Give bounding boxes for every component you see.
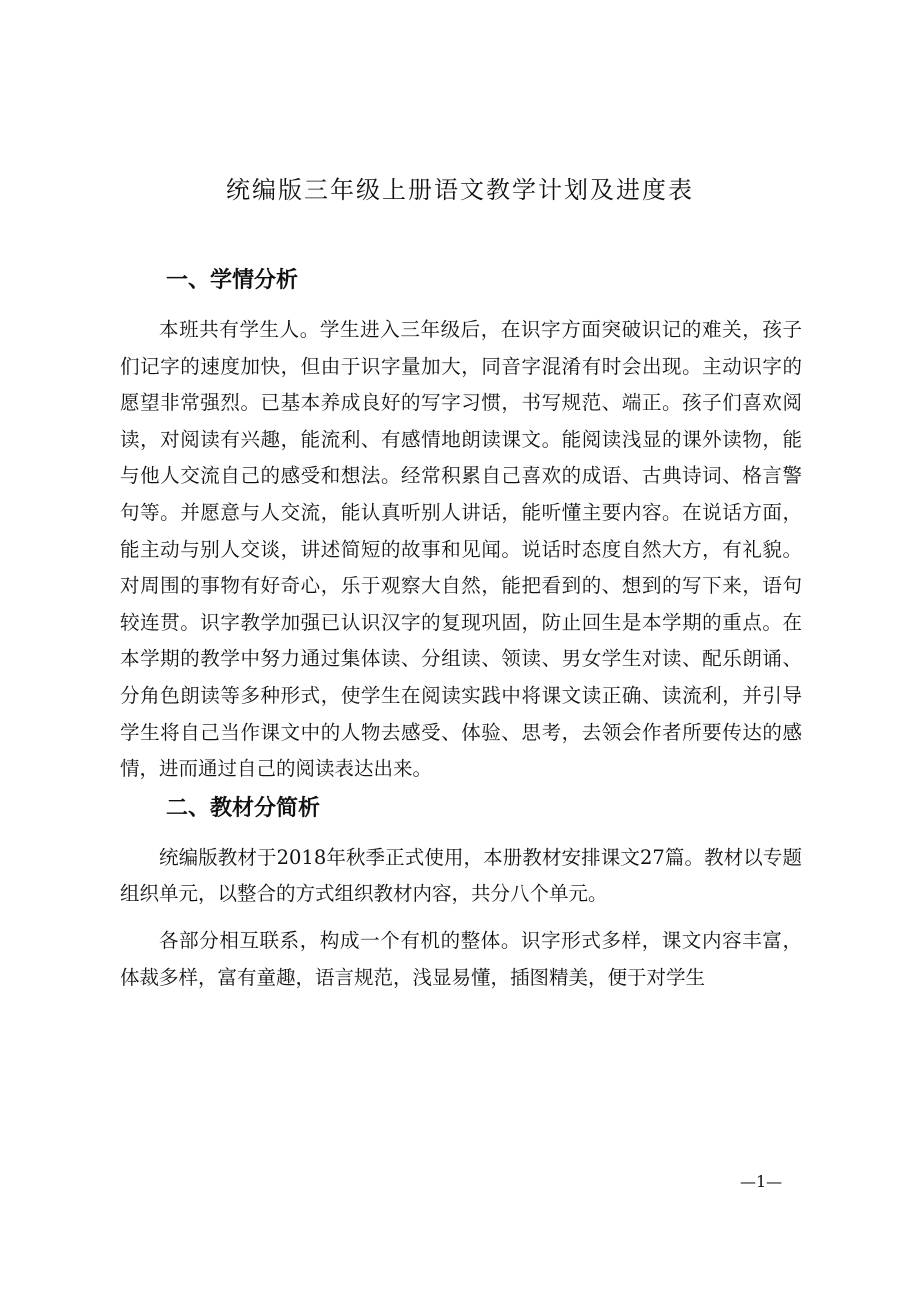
document-body <box>120 260 802 996</box>
section-heading: 二、教材分简析 <box>166 795 321 821</box>
document-title: 统编版三年级上册语文教学计划及进度表 <box>226 176 694 204</box>
section-heading: 一、学情分析 <box>166 268 299 293</box>
paragraph: 各部分相互联系，构成一个有机的整体。识字形式多样，课文内容丰富，体裁多样，富有童趣，语言规范，浅显易懂，插图精美，便于对学生 <box>120 928 802 989</box>
section-student-analysis <box>120 260 802 788</box>
page-number: —1— <box>740 1172 783 1191</box>
paragraph: 统编版教材于2018年秋季正式使用，本册教材安排课文27篇。教材以专题组织单元，以整合的方式组织教材内容，共分八个单元。 <box>120 845 802 906</box>
paragraph: 本班共有学生人。学生进入三年级后，在识字方面突破识记的难关，孩子们记字的速度加快，但由于识字量加大，同音字混淆有时会出现。主动识字的愿望非常强烈。已基本养成良好的写字习惯，书写规范、端正。孩子们喜欢阅读，对阅读有兴趣，能流利、有感情地朗读课文。能阅读浅显的课外读物，能与他人交流自己的感受和想法。经常积累自己喜欢的成语、古典诗词、格言警句等。并愿意与人交流，能认真听别人讲话，能听懂主要内容。在说话方面，能主动与别人交谈，讲述简短的故事和见闻。说话时态度自然大方，有礼貌。对周围的事物有好奇心，乐于观察大自然，能把看到的、想到的写下来，语句较连贯。识字教学加强已认识汉字的复现巩固，防止回生是本学期的重点。在本学期的教学中努力通过集体读、分组读、领读、男女学生对读、配乐朗诵、分角色朗读等多种形式，使学生在阅读实践中将课文读正确、读流利，并引导学生将自己当作课文中的人物去感受、体验、思考，去领会作者所要传达的感情，进而通过自己的阅读表达出来。 <box>120 318 802 781</box>
section-textbook-analysis <box>120 788 802 996</box>
